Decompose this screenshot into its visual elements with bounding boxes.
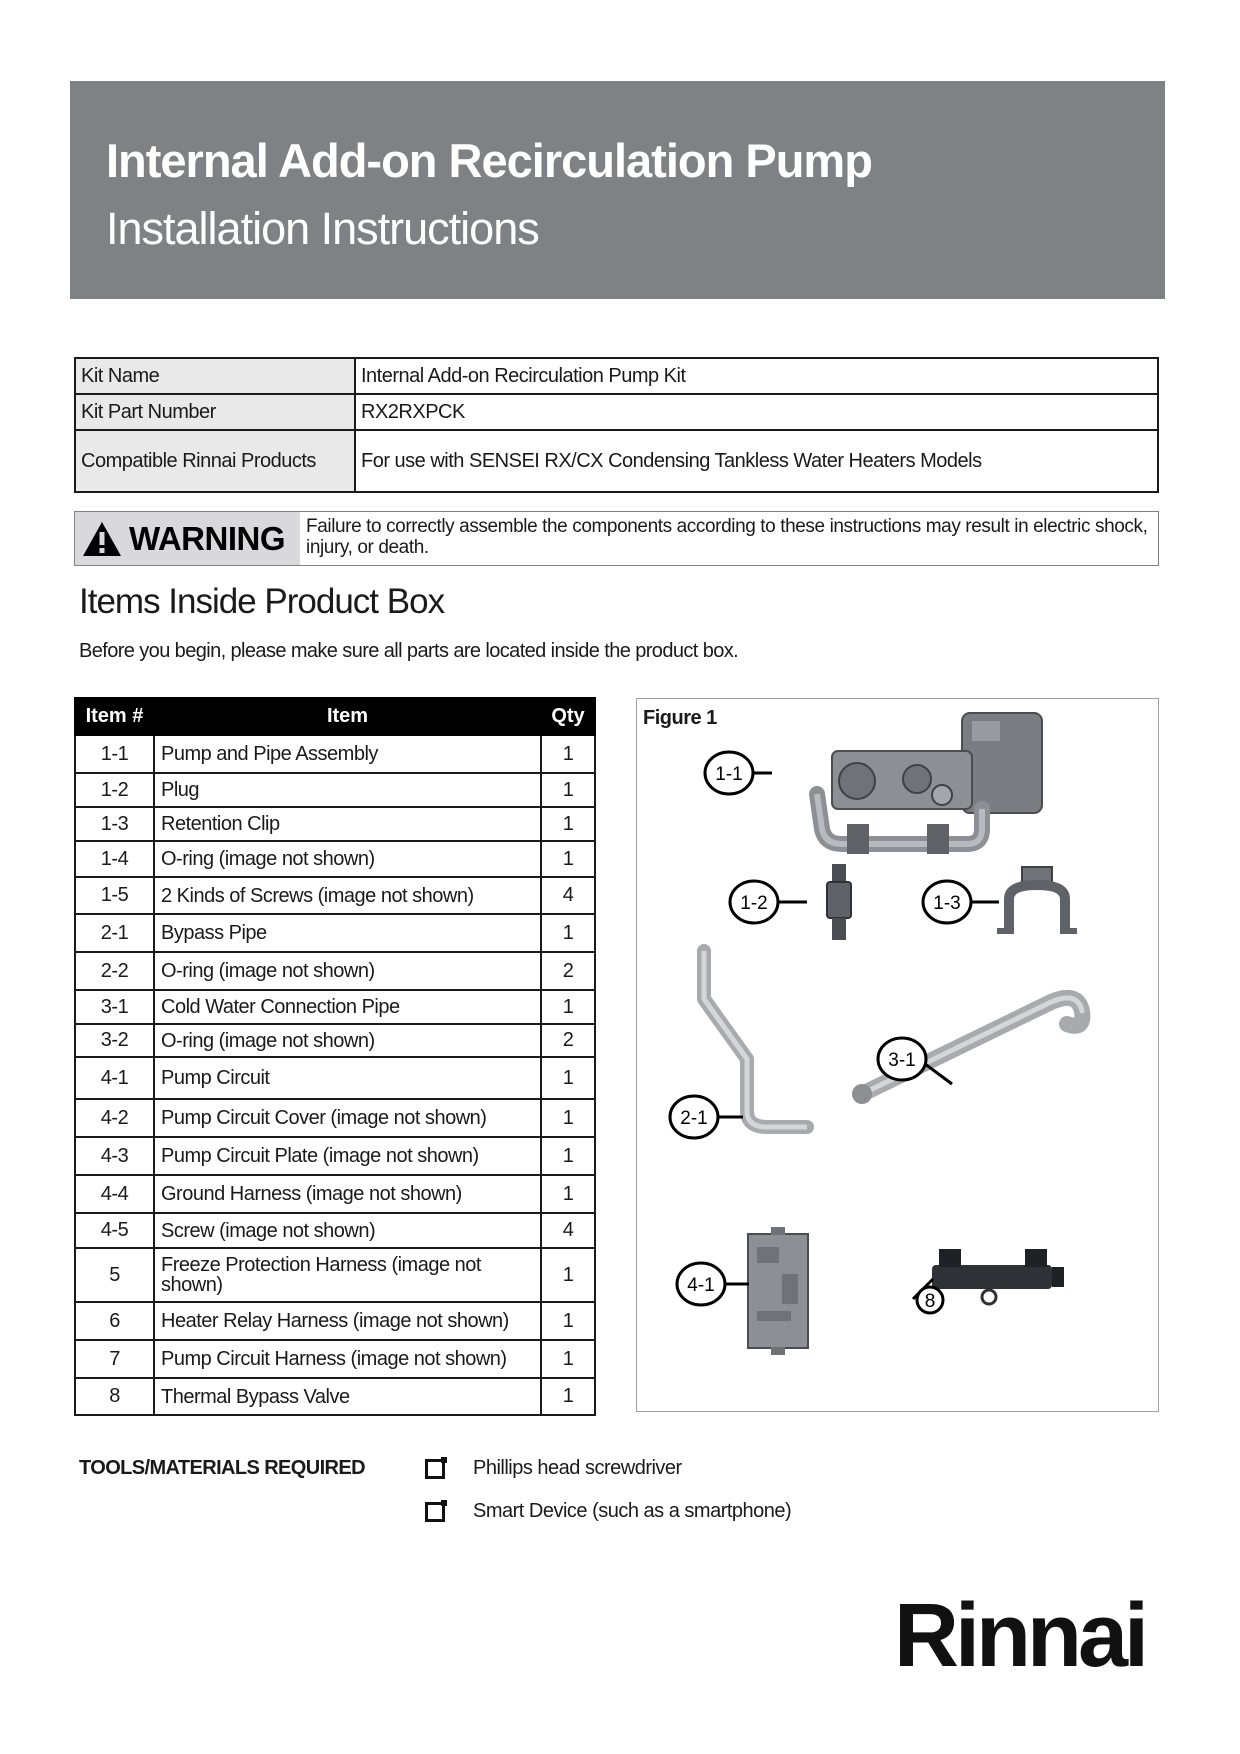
- item-number: 2-2: [75, 952, 154, 990]
- kit-value: Internal Add-on Recirculation Pump Kit: [355, 358, 1158, 394]
- item-number: 1-3: [75, 807, 154, 841]
- item-name: O-ring (image not shown): [154, 952, 541, 990]
- kit-row: [75, 430, 1158, 492]
- brand-logo: Rinnai: [894, 1586, 1146, 1686]
- tool-item: [425, 1500, 791, 1523]
- item-number: 4-4: [75, 1175, 154, 1213]
- callout-label: 3-1: [888, 1050, 916, 1071]
- header-item-number: Item #: [75, 698, 154, 735]
- item-number: 4-1: [75, 1057, 154, 1099]
- item-name: O-ring (image not shown): [154, 841, 541, 877]
- item-qty: 1: [541, 841, 595, 877]
- page-subtitle: Installation Instructions: [106, 203, 539, 254]
- checkbox-icon: [425, 1459, 445, 1479]
- callout-1-2: [730, 881, 807, 923]
- item-name: O-ring (image not shown): [154, 1024, 541, 1057]
- item-name: Heater Relay Harness (image not shown): [154, 1302, 541, 1340]
- callout-label: 2-1: [680, 1108, 708, 1129]
- bypass-pipe-illustration: [704, 951, 807, 1127]
- tools-label: TOOLS/MATERIALS REQUIRED: [79, 1457, 365, 1479]
- item-number: 7: [75, 1340, 154, 1378]
- item-name: Pump Circuit Cover (image not shown): [154, 1099, 541, 1137]
- item-name: Freeze Protection Harness (image not shown): [154, 1248, 541, 1302]
- header-banner: [70, 81, 1165, 299]
- item-qty: 1: [541, 1302, 595, 1340]
- figure-1: [636, 698, 1159, 1412]
- table-row: [75, 841, 595, 877]
- tool-item: [425, 1457, 682, 1480]
- kit-row: [75, 394, 1158, 430]
- table-row: [75, 1248, 595, 1302]
- table-row: [75, 1057, 595, 1099]
- callout-label: 1-1: [715, 764, 743, 785]
- callout-label: 1-3: [933, 893, 961, 914]
- warning-box: [74, 511, 1159, 566]
- item-qty: 1: [541, 914, 595, 952]
- tool-name: Phillips head screwdriver: [473, 1457, 682, 1479]
- callout-label: 8: [924, 1291, 936, 1312]
- item-qty: 2: [541, 1024, 595, 1057]
- item-qty: 1: [541, 1175, 595, 1213]
- item-qty: 1: [541, 1248, 595, 1302]
- table-row: [75, 1099, 595, 1137]
- item-qty: 1: [541, 990, 595, 1024]
- item-qty: 1: [541, 1099, 595, 1137]
- checkbox-icon: [425, 1502, 445, 1522]
- item-name: 2 Kinds of Screws (image not shown): [154, 877, 541, 914]
- section-title: Items Inside Product Box: [79, 582, 445, 621]
- item-number: 4-2: [75, 1099, 154, 1137]
- item-qty: 1: [541, 1057, 595, 1099]
- item-qty: 1: [541, 807, 595, 841]
- kit-row: [75, 358, 1158, 394]
- item-number: 1-4: [75, 841, 154, 877]
- item-name: Pump and Pipe Assembly: [154, 735, 541, 773]
- warning-message: Failure to correctly assemble the components according to these instructions may result in electric shock, injury, or death.: [306, 516, 1148, 558]
- item-number: 5: [75, 1248, 154, 1302]
- item-name: Bypass Pipe: [154, 914, 541, 952]
- item-qty: 1: [541, 1378, 595, 1415]
- item-number: 1-2: [75, 773, 154, 807]
- thermal-bypass-valve-illustration: [932, 1249, 1064, 1304]
- pump-circuit-illustration: [748, 1227, 808, 1355]
- section-intro: Before you begin, please make sure all parts are located inside the product box.: [79, 640, 739, 662]
- item-number: 2-1: [75, 914, 154, 952]
- item-name: Thermal Bypass Valve: [154, 1378, 541, 1415]
- item-number: 4-3: [75, 1137, 154, 1175]
- item-name: Pump Circuit Harness (image not shown): [154, 1340, 541, 1378]
- table-row: [75, 1213, 595, 1248]
- callout-label: 4-1: [687, 1275, 715, 1296]
- tool-name: Smart Device (such as a smartphone): [473, 1500, 792, 1522]
- item-name: Retention Clip: [154, 807, 541, 841]
- item-qty: 1: [541, 1137, 595, 1175]
- callout-1-3: [923, 881, 999, 923]
- table-row: [75, 1378, 595, 1415]
- table-row: [75, 952, 595, 990]
- plug-illustration: [827, 864, 851, 940]
- kit-label: Kit Name: [75, 358, 355, 394]
- table-row: [75, 1302, 595, 1340]
- figure-caption: Figure 1: [643, 707, 717, 729]
- item-name: Pump Circuit: [154, 1057, 541, 1099]
- kit-value: RX2RXPCK: [355, 394, 1158, 430]
- item-qty: 4: [541, 877, 595, 914]
- callout-label: 1-2: [740, 893, 768, 914]
- table-row: [75, 735, 595, 773]
- item-qty: 1: [541, 1340, 595, 1378]
- item-number: 3-2: [75, 1024, 154, 1057]
- item-qty: 1: [541, 773, 595, 807]
- item-number: 8: [75, 1378, 154, 1415]
- callout-1-1: [705, 752, 772, 794]
- kit-label: Compatible Rinnai Products: [75, 430, 355, 492]
- parts-illustration: [637, 699, 1160, 1413]
- callout-4-1: [677, 1263, 749, 1305]
- header-qty: Qty: [541, 698, 595, 735]
- item-name: Pump Circuit Plate (image not shown): [154, 1137, 541, 1175]
- table-row: [75, 1024, 595, 1057]
- item-name: Plug: [154, 773, 541, 807]
- table-row: [75, 990, 595, 1024]
- item-name: Ground Harness (image not shown): [154, 1175, 541, 1213]
- table-row: [75, 807, 595, 841]
- table-row: [75, 773, 595, 807]
- kit-info-table: [74, 357, 1159, 493]
- retention-clip-illustration: [997, 867, 1077, 934]
- item-number: 6: [75, 1302, 154, 1340]
- items-table: [74, 697, 596, 1416]
- item-number: 4-5: [75, 1213, 154, 1248]
- table-row: [75, 1340, 595, 1378]
- table-row: [75, 1137, 595, 1175]
- warning-triangle-icon: [81, 520, 123, 558]
- item-qty: 2: [541, 952, 595, 990]
- item-name: Screw (image not shown): [154, 1213, 541, 1248]
- table-row: [75, 877, 595, 914]
- table-row: [75, 914, 595, 952]
- item-number: 1-1: [75, 735, 154, 773]
- warning-badge: [75, 512, 300, 565]
- pump-assembly-illustration: [817, 713, 1042, 854]
- kit-value: For use with SENSEI RX/CX Condensing Tankless Water Heaters Models: [355, 430, 1158, 492]
- items-header-row: [75, 698, 595, 735]
- table-row: [75, 1175, 595, 1213]
- item-qty: 1: [541, 735, 595, 773]
- warning-label: WARNING: [129, 519, 285, 557]
- item-number: 1-5: [75, 877, 154, 914]
- header-item: Item: [154, 698, 541, 735]
- kit-label: Kit Part Number: [75, 394, 355, 430]
- item-number: 3-1: [75, 990, 154, 1024]
- item-name: Cold Water Connection Pipe: [154, 990, 541, 1024]
- callout-2-1: [670, 1096, 743, 1138]
- page-title: Internal Add-on Recirculation Pump: [106, 134, 872, 187]
- item-qty: 4: [541, 1213, 595, 1248]
